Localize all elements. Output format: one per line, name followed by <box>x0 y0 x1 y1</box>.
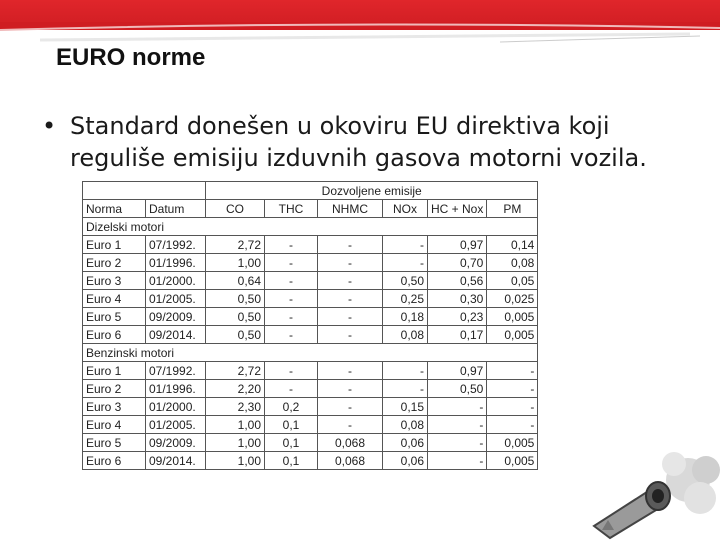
table-cell: - <box>383 380 428 398</box>
table-cell: 0,50 <box>383 272 428 290</box>
table-cell: 0,15 <box>383 398 428 416</box>
table-cell: 07/1992. <box>146 236 206 254</box>
column-header: Norma <box>83 200 146 218</box>
table-cell: Euro 1 <box>83 362 146 380</box>
table-cell: 0,005 <box>487 326 538 344</box>
table-row <box>83 416 538 434</box>
column-header: HC + Nox <box>428 200 487 218</box>
smoke-cloud <box>662 452 720 514</box>
section-row <box>83 344 538 362</box>
column-header: NHMC <box>318 200 383 218</box>
table-cell: 09/2014. <box>146 326 206 344</box>
table-cell: - <box>265 236 318 254</box>
table-row <box>83 290 538 308</box>
table-cell: 01/1996. <box>146 254 206 272</box>
table-cell: 0,2 <box>265 398 318 416</box>
table-cell: - <box>428 452 487 470</box>
table-cell: 0,18 <box>383 308 428 326</box>
table-cell: - <box>383 254 428 272</box>
table-cell: Euro 6 <box>83 326 146 344</box>
table-cell: 01/2000. <box>146 398 206 416</box>
table-cell: 0,08 <box>383 326 428 344</box>
bullet-point <box>42 110 652 174</box>
table-row <box>83 434 538 452</box>
section-label: Dizelski motori <box>83 218 538 236</box>
table-cell: - <box>318 290 383 308</box>
table-cell: 0,068 <box>318 434 383 452</box>
table-cell: 0,50 <box>206 308 265 326</box>
table-cell: Euro 5 <box>83 308 146 326</box>
table-cell: 0,06 <box>383 434 428 452</box>
table-cell: 0,14 <box>487 236 538 254</box>
table-cell: - <box>318 308 383 326</box>
table-cell: 07/1992. <box>146 362 206 380</box>
slide-title: EURO norme <box>56 44 206 71</box>
table-cell: 2,30 <box>206 398 265 416</box>
table-cell: Euro 2 <box>83 254 146 272</box>
table-cell: 1,00 <box>206 452 265 470</box>
table-cell: 0,05 <box>487 272 538 290</box>
table-cell: - <box>318 326 383 344</box>
table-cell: - <box>265 254 318 272</box>
table-cell: 0,005 <box>487 308 538 326</box>
table-cell: - <box>318 380 383 398</box>
table-cell: - <box>318 416 383 434</box>
section-label: Benzinski motori <box>83 344 538 362</box>
table-cell: 2,72 <box>206 362 265 380</box>
table-row <box>83 398 538 416</box>
table-cell: - <box>318 362 383 380</box>
table-row <box>83 452 538 470</box>
table-cell: 0,06 <box>383 452 428 470</box>
table-cell: Euro 1 <box>83 236 146 254</box>
column-header: PM <box>487 200 538 218</box>
table-cell: - <box>487 398 538 416</box>
table-cell: 09/2009. <box>146 308 206 326</box>
table-cell: 01/2000. <box>146 272 206 290</box>
table-cell: 0,08 <box>487 254 538 272</box>
table-cell: 0,1 <box>265 434 318 452</box>
table-cell: 0,005 <box>487 452 538 470</box>
table-cell: 09/2014. <box>146 452 206 470</box>
table-row <box>83 308 538 326</box>
table-cell: 1,00 <box>206 434 265 452</box>
table-cell: 0,70 <box>428 254 487 272</box>
table-cell: 01/1996. <box>146 380 206 398</box>
table-cell: - <box>265 308 318 326</box>
table-cell: - <box>265 380 318 398</box>
table-cell: 0,005 <box>487 434 538 452</box>
table-cell: - <box>265 326 318 344</box>
table-cell: 2,20 <box>206 380 265 398</box>
table-row <box>83 362 538 380</box>
table-cell: Euro 6 <box>83 452 146 470</box>
column-header: CO <box>206 200 265 218</box>
column-header: Datum <box>146 200 206 218</box>
table-cell: Euro 2 <box>83 380 146 398</box>
table-cell: - <box>265 272 318 290</box>
table-cell: 01/2005. <box>146 416 206 434</box>
table-row <box>83 380 538 398</box>
table-cell: 0,1 <box>265 452 318 470</box>
table-cell: 0,56 <box>428 272 487 290</box>
table-cell: - <box>318 272 383 290</box>
table-cell: 1,00 <box>206 254 265 272</box>
table-cell: Euro 3 <box>83 398 146 416</box>
table-body <box>83 218 538 470</box>
table-cell: - <box>487 362 538 380</box>
table-cell: 0,23 <box>428 308 487 326</box>
table-cell: - <box>318 254 383 272</box>
table-empty-corner <box>83 182 206 200</box>
table-cell: - <box>318 236 383 254</box>
table-cell: 01/2005. <box>146 290 206 308</box>
table-cell: - <box>428 434 487 452</box>
table-cell: 0,25 <box>383 290 428 308</box>
table-cell: - <box>318 398 383 416</box>
table-cell: 0,17 <box>428 326 487 344</box>
table-cell: - <box>265 362 318 380</box>
bullet-symbol: • <box>42 112 57 140</box>
column-header: NOx <box>383 200 428 218</box>
table-row <box>83 272 538 290</box>
table-cell: - <box>383 362 428 380</box>
table-row <box>83 254 538 272</box>
table-cell: - <box>383 236 428 254</box>
table-cell: 0,068 <box>318 452 383 470</box>
table-cell: 1,00 <box>206 416 265 434</box>
table-cell: - <box>487 416 538 434</box>
euro-norms-table <box>82 181 538 470</box>
table-cell: 0,1 <box>265 416 318 434</box>
header-swoosh <box>0 22 720 46</box>
table-cell: Euro 3 <box>83 272 146 290</box>
table-cell: - <box>428 416 487 434</box>
table-cell: Euro 4 <box>83 290 146 308</box>
section-row <box>83 218 538 236</box>
table-cell: 0,50 <box>428 380 487 398</box>
table-cell: 0,97 <box>428 236 487 254</box>
table-cell: 0,64 <box>206 272 265 290</box>
table-cell: Euro 4 <box>83 416 146 434</box>
exhaust-pipe-illustration <box>588 440 720 540</box>
table-cell: 0,025 <box>487 290 538 308</box>
column-header: THC <box>265 200 318 218</box>
table-cell: 0,08 <box>383 416 428 434</box>
table-cell: 0,50 <box>206 290 265 308</box>
table-cell: 2,72 <box>206 236 265 254</box>
table-cell: 0,30 <box>428 290 487 308</box>
table-cell: Euro 5 <box>83 434 146 452</box>
table-row <box>83 236 538 254</box>
table-cell: - <box>487 380 538 398</box>
group-header: Dozvoljene emisije <box>206 182 538 200</box>
table-cell: - <box>265 290 318 308</box>
table-cell: 09/2009. <box>146 434 206 452</box>
exhaust-pipe <box>594 482 670 538</box>
table-row <box>83 326 538 344</box>
table-cell: 0,97 <box>428 362 487 380</box>
table-cell: 0,50 <box>206 326 265 344</box>
table-cell: - <box>428 398 487 416</box>
bullet-text: Standard donešen u okoviru EU direktiva koji reguliše emisiju izduvnih gasova motorni vozila. <box>70 112 647 172</box>
